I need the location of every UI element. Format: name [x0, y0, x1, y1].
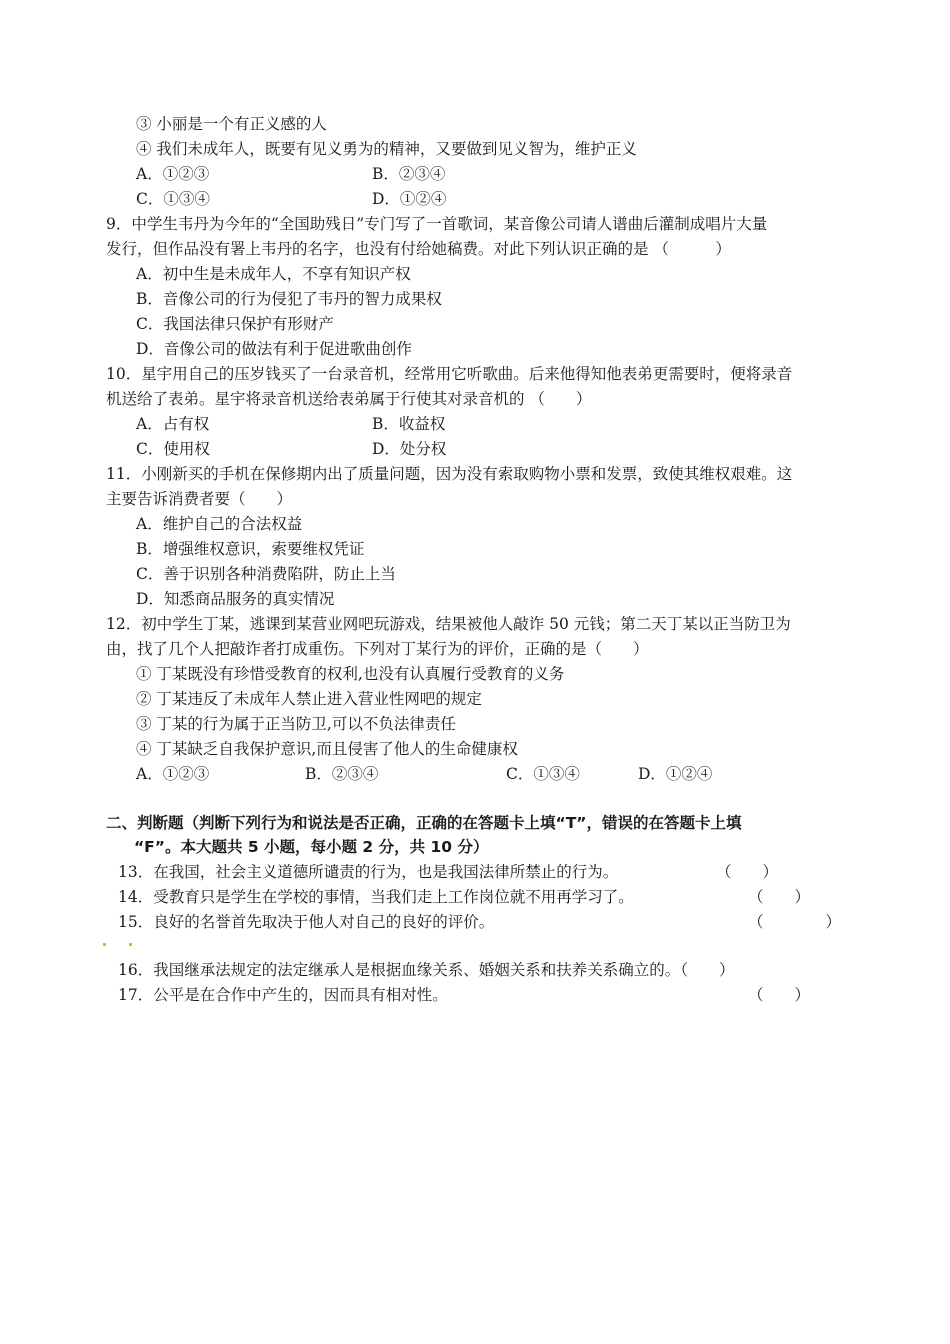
- tf-answer-13: （ ）: [716, 863, 779, 881]
- q11-stem-line2: 主要告诉消费者要（ ）: [106, 490, 293, 508]
- q9-option-b: B．音像公司的行为侵犯了韦丹的智力成果权: [136, 290, 442, 308]
- tf-item-13: 13．在我国，社会主义道德所谴责的行为，也是我国法律所禁止的行为。: [118, 863, 619, 881]
- tf-item-17: 17．公平是在合作中产生的，因而具有相对性。: [118, 986, 448, 1004]
- q9-stem-line1: 9．中学生韦丹为今年的“全国助残日”专门写了一首歌词，某音像公司请人谱曲后灌制成唱片大量: [106, 215, 768, 233]
- q10-stem-line1: 10．星宇用自己的压岁钱买了一台录音机，经常用它听歌曲。后来他得知他表弟更需要时，便将录音: [106, 365, 793, 383]
- q12-item-3: ③ 丁某的行为属于正当防卫,可以不负法律责任: [136, 715, 456, 733]
- q10-stem-line2: 机送给了表弟。星宇将录音机送给表弟属于行使其对录音机的 （ ）: [106, 390, 592, 408]
- q8-option-b: B．②③④: [372, 165, 446, 183]
- q8-item-3: ③ 小丽是一个有正义感的人: [136, 115, 327, 133]
- q10-option-d: D．处分权: [372, 440, 447, 458]
- q8-option-c: C．①③④: [136, 190, 210, 208]
- q12-item-2: ② 丁某违反了未成年人禁止进入营业性网吧的规定: [136, 690, 482, 708]
- q9-stem-line2: 发行，但作品没有署上韦丹的名字，也没有付给她稿费。对此下列认识正确的是 （ ）: [106, 240, 731, 258]
- tf-answer-14: （ ）: [748, 888, 811, 906]
- q12-option-b: B．②③④: [305, 765, 379, 783]
- q8-option-d: D．①②④: [372, 190, 447, 208]
- q12-option-d: D．①②④: [638, 765, 713, 783]
- tf-item-14: 14．受教育只是学生在学校的事情，当我们走上工作岗位就不用再学习了。: [118, 888, 634, 906]
- section2-heading-line1: 二、判断题（判断下列行为和说法是否正确，正确的在答题卡上填“T”，错误的在答题卡上填: [106, 814, 742, 832]
- q10-option-c: C．使用权: [136, 440, 210, 458]
- tf-item-16: 16．我国继承法规定的法定继承人是根据血缘关系、婚姻关系和扶养关系确立的。（ ）: [118, 961, 735, 979]
- tf-answer-15: （ ）: [748, 913, 842, 931]
- q11-option-a: A．维护自己的合法权益: [136, 515, 303, 533]
- q8-option-a: A．①②③: [136, 165, 210, 183]
- q12-stem-line1: 12．初中学生丁某，逃课到某营业网吧玩游戏，结果被他人敲诈 50 元钱；第二天丁某以正当防卫为: [106, 615, 791, 633]
- section2-heading-line2: “F”。本大题共 5 小题，每小题 2 分，共 10 分）: [134, 838, 489, 856]
- q10-option-b: B．收益权: [372, 415, 446, 433]
- q9-option-d: D．音像公司的做法有利于促进歌曲创作: [136, 340, 412, 358]
- q11-option-d: D．知悉商品服务的真实情况: [136, 590, 335, 608]
- tf-answer-17: （ ）: [748, 986, 811, 1004]
- q12-item-1: ① 丁某既没有珍惜受教育的权利,也没有认真履行受教育的义务: [136, 665, 565, 683]
- q11-option-c: C．善于识别各种消费陷阱，防止上当: [136, 565, 396, 583]
- q10-option-a: A．占有权: [136, 415, 210, 433]
- stray-mark: [103, 943, 106, 946]
- q12-item-4: ④ 丁某缺乏自我保护意识,而且侵害了他人的生命健康权: [136, 740, 518, 758]
- tf-item-15: 15．良好的名誉首先取决于他人对自己的良好的评价。: [118, 913, 495, 931]
- q12-option-c: C．①③④: [506, 765, 580, 783]
- q12-option-a: A．①②③: [136, 765, 210, 783]
- q11-stem-line1: 11．小刚新买的手机在保修期内出了质量问题，因为没有索取购物小票和发票，致使其维权艰难。这: [106, 465, 793, 483]
- q8-item-4: ④ 我们未成年人，既要有见义勇为的精神，又要做到见义智为，维护正义: [136, 140, 637, 158]
- q9-option-a: A．初中生是未成年人，不享有知识产权: [136, 265, 411, 283]
- q11-option-b: B．增强维权意识，索要维权凭证: [136, 540, 365, 558]
- stray-mark: [129, 943, 132, 946]
- q12-stem-line2: 由，找了几个人把敲诈者打成重伤。下列对丁某行为的评价，正确的是（ ）: [106, 640, 649, 658]
- q9-option-c: C．我国法律只保护有形财产: [136, 315, 334, 333]
